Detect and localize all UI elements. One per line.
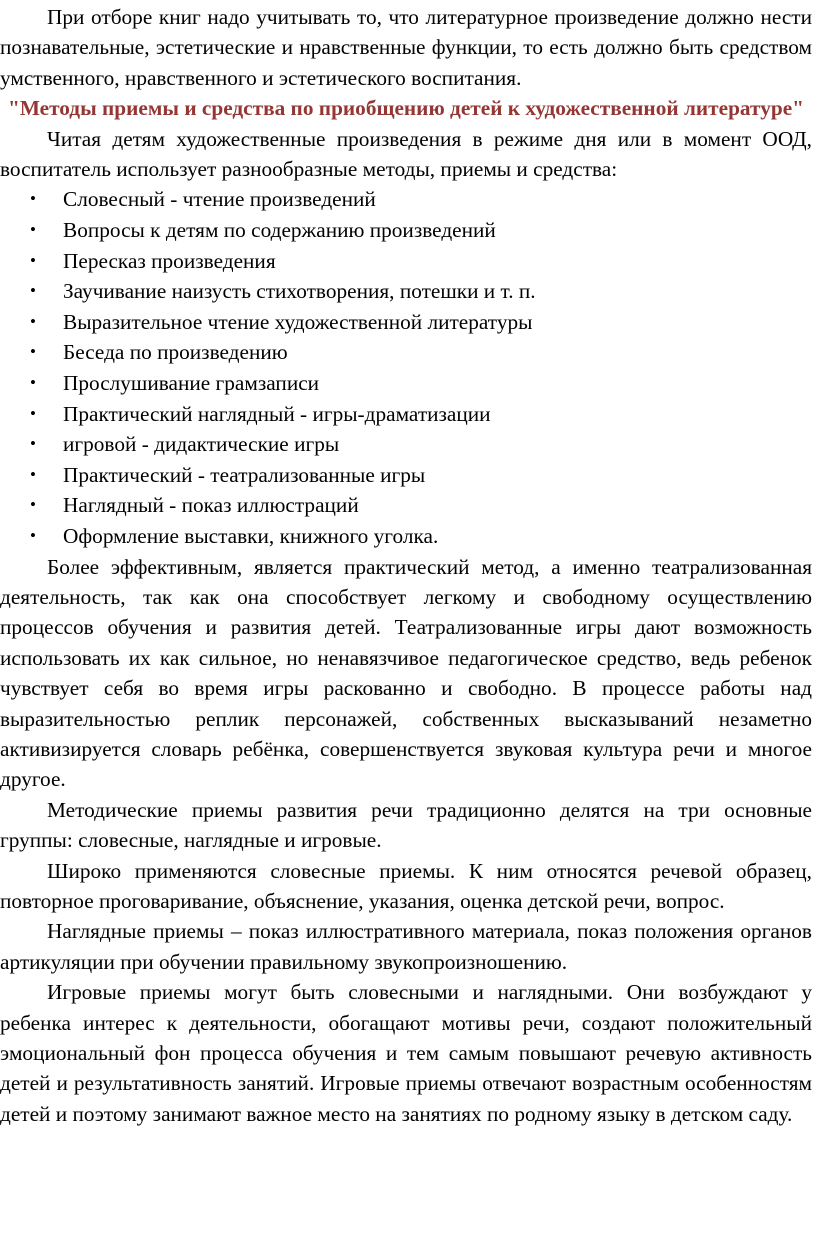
bullet-icon: • (30, 373, 36, 392)
bullet-icon: • (30, 311, 36, 331)
list-item (0, 276, 812, 307)
list-item (0, 337, 812, 368)
body-paragraph-verbal: Широко применяются словесные приемы. К ним относятся речевой образец, повторное проговаривание, объяснение, указания, оценка детской речи, вопрос. (0, 858, 812, 914)
body-paragraph-game: Игровые приемы могут быть словесными и наглядными. Они возбуждают у ребенка интерес к деятельности, обогащают мотивы речи, создают положительный эмоциональный фон процесса обучения и тем самым повышают речевую активность детей и результативность занятий. Игровые приемы отвечают возрастным особенностям детей и поэтому занимают важное место на занятиях по родному языку в детском саду. (0, 980, 812, 1126)
body-paragraph-method-groups: Методические приемы развития речи традиционно делятся на три основные группы: словесные, наглядные и игровые. (0, 797, 812, 853)
methods-list (0, 184, 812, 551)
list-item-text: Практический - театрализованные игры (63, 462, 426, 487)
list-item-text: Выразительное чтение художественной литературы (63, 309, 533, 334)
list-item (0, 399, 812, 430)
bullet-icon: • (30, 342, 36, 362)
list-item (0, 368, 812, 399)
lead-paragraph: Читая детям художественные произведения в режиме дня или в момент ООД, воспитатель использует разнообразные методы, приемы и средства: (0, 126, 812, 182)
list-item (0, 460, 812, 491)
bullet-icon: • (30, 525, 36, 545)
list-item-text: Беседа по произведению (63, 340, 288, 365)
bullet-icon: • (30, 281, 36, 301)
list-item-text: Практический наглядный - игры-драматизации (63, 401, 491, 426)
list-item-text: Заучивание наизусть стихотворения, потешки и т. п. (63, 279, 536, 304)
list-item (0, 215, 812, 246)
list-item-text: Прослушивание грамзаписи (63, 371, 320, 395)
section-heading: "Методы приемы и средства по приобщению детей к художественной литературе" (8, 96, 804, 121)
bullet-icon: • (30, 403, 36, 423)
list-item-text: Словесный - чтение произведений (63, 187, 376, 212)
bullet-icon: • (30, 189, 36, 209)
list-item-text: Оформление выставки, книжного уголка. (63, 523, 439, 548)
bullet-icon: • (30, 220, 36, 240)
bullet-icon: • (30, 250, 36, 270)
list-item-text: игровой - дидактические игры (63, 432, 340, 457)
list-item (0, 490, 812, 521)
list-item (0, 429, 812, 460)
list-item (0, 184, 812, 215)
bullet-icon: • (30, 464, 36, 484)
body-paragraph-theatrical: Более эффективным, является практический метод, а именно театрализованная деятельность, так как она способствует легкому и свободному осуществлению процессов обучения и развития детей. Театрализованные игры дают возможность использовать их как сильное, но ненавязчивое педагогическое средство, ведь ребенок чувствует себя во время игры раскованно и свободно. В процессе работы над выразительностью реплик персонажей, собственных высказываний незаметно активизируется словарь ребёнка, совершенствуется звуковая культура речи и многое другое. (0, 554, 812, 792)
list-item-text: Пересказ произведения (63, 248, 276, 273)
bullet-icon: • (30, 434, 36, 454)
bullet-icon: • (30, 495, 36, 515)
list-item (0, 521, 812, 552)
document-page (0, 2, 812, 1129)
list-item (0, 246, 812, 277)
intro-paragraph: При отборе книг надо учитывать то, что литературное произведение должно нести познавательные, эстетические и нравственные функции, то есть должно быть средством умственного, нравственного и эстетического воспитания. (0, 5, 812, 90)
list-item (0, 307, 812, 338)
list-item-text: Наглядный - показ иллюстраций (63, 493, 359, 518)
list-item-text: Вопросы к детям по содержанию произведений (63, 218, 496, 243)
body-paragraph-visual: Наглядные приемы – показ иллюстративного материала, показ положения органов артикуляции при обучении правильному звукопроизношению. (0, 919, 812, 974)
